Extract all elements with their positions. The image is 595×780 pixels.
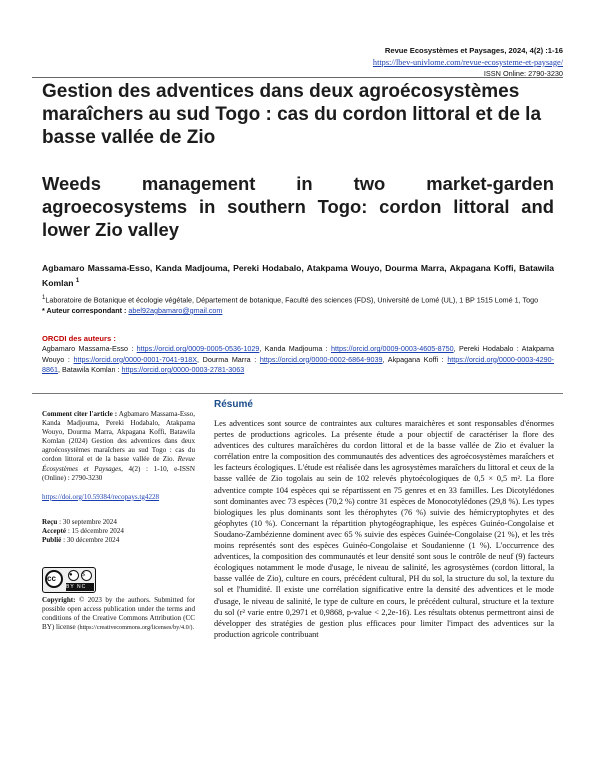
cc-license-badge-icon[interactable] <box>42 567 96 593</box>
orcid-link[interactable]: https://orcid.org/0000-0003-4290-8861 <box>42 354 554 374</box>
by-attribution-icon: ● <box>68 570 79 581</box>
dates-block <box>42 518 195 545</box>
orcid-link[interactable]: https://orcid.org/0009-0003-4605-8750 <box>330 344 454 354</box>
copyright-text: © 2023 by the authors. Submitted for possible open access publication under the terms and conditions of the Creative Commons Attribution (CC BY) license <box>42 596 195 631</box>
orcid-link[interactable]: https://orcid.org/0000-0003-2781-3063 <box>121 364 245 374</box>
author-affiliation-mark: 1 <box>75 277 80 284</box>
corresponding-author-label: * Auteur correspondant : <box>42 305 127 315</box>
orcid-name: Batawila Komlan : <box>62 364 120 374</box>
journal-citation: Revue Ecosystèmes et Paysages, 2024, 4(2) :1-16 <box>384 46 563 55</box>
title-french: Gestion des adventices dans deux agroécosystèmes maraîchers au sud Togo : cas du cordon littoral et de la basse vallée de Zio <box>42 81 542 148</box>
article-info-sidebar <box>42 410 195 632</box>
copyright-block <box>42 596 195 632</box>
author-list <box>42 262 554 289</box>
journal-url-link[interactable]: https://lbev-univlome.com/revue-ecosysteme-et-paysage/ <box>372 57 563 67</box>
corresponding-email-link[interactable]: abel92agbamaro@gmail.com <box>128 305 223 315</box>
citation-block <box>42 410 195 483</box>
journal-header <box>373 43 563 80</box>
abstract-text: Les adventices sont source de contraintes aux cultures maraichères et sont responsables d'énormes pertes de productions agricoles. La présente étude a pour objectif de caractériser la flore des adventices des cultures maraîchères du cordon littoral et de la basse vallée de Zio et évaluer la corrélation entre la composition des communautés des adventices des agroécosystèmes maraîchers et les facteurs écologiques. L'étude est réalisée dans les agrosystèmes maraîchers du littoral et ceux de la basse vallée de Zio togolais au sein de 102 relevés phytoécologiques de 0,5 × 0,5 m². La flore adventice compte 104 espèces qui se répartissent en 75 genres et en 33 familles. Les Dicotylédones sont dominantes avec 73 espèces (70,2 %) contre 31 espèces de Monocotylédones (29,8 %). Les types biologiques les plus dominants sont les thérophytes (76 %) suivie des hémicryptophytes et des géophytes (10 %). Concernant la répartition phytogéographique, les espèces Guinéo-Congolaise et Soudano-Zambézienne dominent avec 65 % suivie des espèces Guinée-Congolaise (21 %), et les très moins représentés sont des espèces Guinéo-Congolaise et Soudanienne (1 %). L'occurrence des adventices, la composition des communautés et leur densité sont sous le contrôle de neuf (9) facteurs écologiques notamment le mode d'usage, le niveau de salinité, les agrosystèmes (cordon littoral, la basse vallée de Zio), culture en cours, précédent cultural, PH du sol, la structure du sol, la texture du sol et l'humidité. Il existe une corrélation significative entre la densité des adventices et le mode d'usage, le niveau de salinité, le type de culture en cours, le précédent cultural, structure et la texture du sol (r² varie entre 0,2971 et 0,9868, p-value < 2,2e-16). Les résultats obtenus permettront ainsi de développer des stratégies de gestion plus efficaces pour limiter l'impact des adventices sur la production agricole contribuant <box>214 419 554 639</box>
author-names: Agbamaro Massama-Esso, Kanda Madjouma, Pereki Hodabalo, Atakpama Wouyo, Dourma Marra, Akpagana Koffi, Batawila Komlan <box>42 263 554 288</box>
abstract-heading: Résumé <box>214 399 253 410</box>
issn: ISSN Online: 2790-3230 <box>483 69 563 78</box>
orcid-name: Kanda Madjouma : <box>264 344 328 354</box>
orcid-name: Akpagana Koffi : <box>387 354 444 364</box>
section-divider <box>32 393 563 394</box>
orcid-name: Pereki Hodabalo : Atakpama Wouyo : <box>42 344 555 364</box>
orcid-heading: ORCDI des auteurs : <box>42 334 116 343</box>
orcid-link[interactable]: https://orcid.org/0009-0005-0536-1029 <box>136 344 260 354</box>
accepted-label: Accepté <box>42 526 67 535</box>
orcid-name: Dourma Marra : <box>202 354 257 364</box>
doi-link[interactable]: https://doi.org/10.59384/recopays.tg4228 <box>42 492 160 501</box>
received-date: : 30 septembre 2024 <box>59 517 117 526</box>
affiliation-text: Laboratoire de Botanique et écologie végétale, Département de botanique, Faculté des sciences (FDS), Université de Lomé (UL), 1 BP 1515 Lomé 1, Togo <box>45 295 539 305</box>
title-english: Weeds management in two market-garden agroecosystems in southern Togo: cordon littoral and lower Zio valley <box>42 173 554 240</box>
header-rule <box>32 77 563 78</box>
orcid-name: Agbamaro Massama-Esso : <box>42 344 134 354</box>
nc-noncommercial-icon: $ <box>81 570 92 581</box>
affiliation-mark: 1 <box>42 295 46 301</box>
orcid-block: ORCDI des auteurs : Agbamaro Massama-Esso : https://orcid.org/0009-0005-0536-1029, Kanda Madjouma : https://orcid.org/0009-0003-4605-8750, Pereki Hodabalo : Atakpama Wouyo : https://orcid.org/0000-0001-7041-918X, Dourma Marra : https://orcid.org/0000-0002-6864-9039, Akpagana Koffi : https://orcid.org/0000-0003-4290-8861, Batawila Komlan : https://orcid.org/0000-0003-2781-3063 <box>42 334 555 374</box>
citation-text: Agbamaro Massama-Esso, Kanda Madjouma, Pereki Hodabalo, Atakpama Wouyo, Dourma Marra, Akpagana Koffi, Batawila Komlan (2024) Gestion des adventices dans deux agroécosystèmes maraîchers au sud Togo : cas du cordon littoral et de la basse vallée de Zio. <box>42 410 196 464</box>
copyright-label: Copyright: <box>42 596 76 605</box>
cc-badge-label: BY NC <box>66 583 94 591</box>
license-link[interactable]: (https://creativecommons.org/licenses/by/4.0/). <box>77 623 195 631</box>
accepted-date: : 15 décembre 2024 <box>67 526 124 535</box>
orcid-link[interactable]: https://orcid.org/0000-0001-7041-918X <box>73 354 197 364</box>
citation-label: Comment citer l'article : <box>42 410 118 418</box>
cc-logo-icon: cc <box>45 570 63 588</box>
citation-rest: , 4(2) : 1-10, e-ISSN (Online) : 2790-3230 <box>42 464 196 482</box>
abstract-section <box>214 399 554 640</box>
published-label: Publié <box>42 536 62 545</box>
published-date: : 30 décembre 2024 <box>63 536 120 545</box>
orcid-link[interactable]: https://orcid.org/0000-0002-6864-9039 <box>259 354 383 364</box>
received-label: Reçu <box>42 517 58 526</box>
affiliation-block <box>42 293 554 316</box>
citation-journal: Revue Écosystèmes et Paysages <box>42 455 195 473</box>
